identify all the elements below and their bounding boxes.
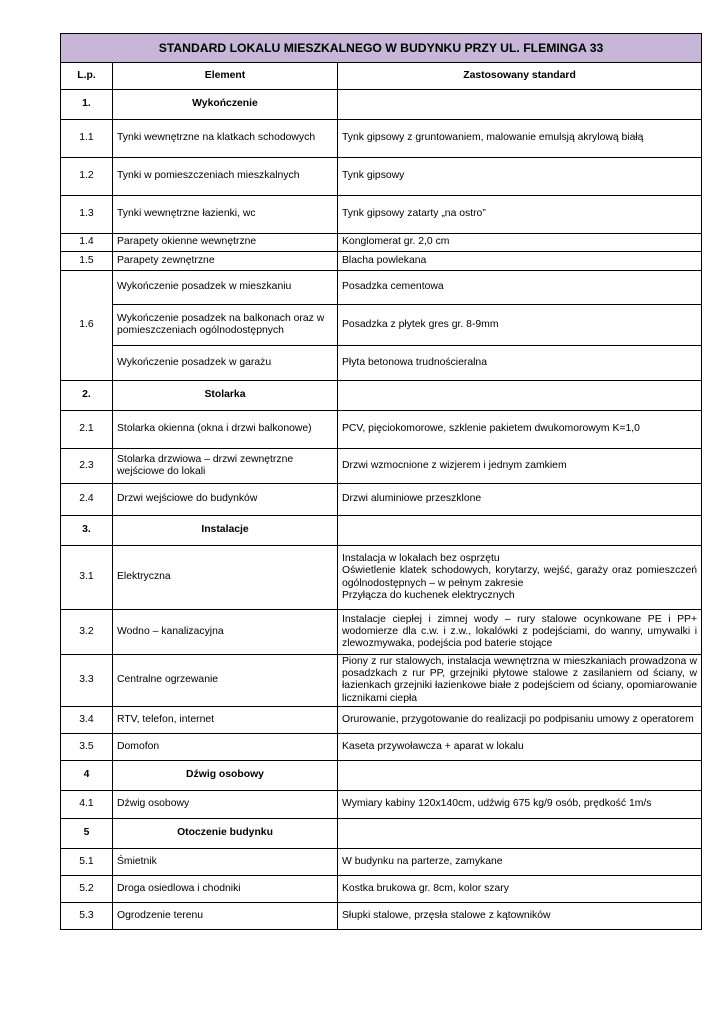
standard-line: Instalacja w lokalach bez osprzętu [342,553,500,565]
table-row [61,484,702,516]
row-standard: Posadzka z płytek gres gr. 8-9mm [338,305,702,346]
section-row-stolarka [61,381,702,411]
table-row [61,120,702,158]
section-row-instalacje [61,516,702,546]
table-row [61,546,702,610]
row-standard: Tynk gipsowy [338,158,702,196]
row-element: RTV, telefon, internet [113,706,338,733]
row-standard: Konglomerat gr. 2,0 cm [338,234,702,252]
row-standard [338,546,702,610]
row-lp: 3.1 [61,546,113,610]
row-lp: 1.3 [61,196,113,234]
row-element: Domofon [113,733,338,760]
table-row [61,305,702,346]
row-element: Tynki w pomieszczeniach mieszkalnych [113,158,338,196]
section-lp: 4 [61,760,113,790]
row-lp: 3.4 [61,706,113,733]
row-lp: 5.1 [61,848,113,875]
row-element: Wykończenie posadzek w garażu [113,346,338,381]
row-standard: Tynk gipsowy zatarty „na ostro” [338,196,702,234]
table-row [61,610,702,655]
row-lp: 3.3 [61,655,113,707]
standard-line: Oświetlenie klatek schodowych, korytarzy, wejść, garaży oraz pomieszczeń ogólnodostępnych – w pełnym zakresie [342,565,698,589]
row-element: Ogrodzenie terenu [113,902,338,929]
row-element: Śmietnik [113,848,338,875]
row-element: Tynki wewnętrzne na klatkach schodowych [113,120,338,158]
section-row-wykonczenie [61,90,702,120]
section-lp: 5 [61,818,113,848]
table-row [61,449,702,484]
row-standard: Blacha powlekana [338,252,702,271]
row-element: Stolarka drzwiowa – drzwi zewnętrzne wejściowe do lokali [113,449,338,484]
table-row [61,790,702,818]
row-lp: 5.3 [61,902,113,929]
row-standard: PCV, pięciokomorowe, szklenie pakietem dwukomorowym K=1,0 [338,411,702,449]
row-element: Dźwig osobowy [113,790,338,818]
group-lp: 1.6 [61,271,113,381]
row-lp: 3.5 [61,733,113,760]
row-standard: Kaseta przywoławcza + aparat w lokalu [338,733,702,760]
table-row [61,252,702,271]
title-row [61,34,702,63]
row-lp: 4.1 [61,790,113,818]
section-lp: 1. [61,90,113,120]
row-lp: 5.2 [61,875,113,902]
row-element: Tynki wewnętrzne łazienki, wc [113,196,338,234]
row-standard: Drzwi wzmocnione z wizjerem i jednym zamkiem [338,449,702,484]
table-row [61,902,702,929]
row-standard: Orurowanie, przygotowanie do realizacji po podpisaniu umowy z operatorem [338,706,702,733]
row-standard: W budynku na parterze, zamykane [338,848,702,875]
row-standard: Słupki stalowe, przęsła stalowe z kątowników [338,902,702,929]
row-lp: 2.4 [61,484,113,516]
row-lp: 2.1 [61,411,113,449]
row-element: Parapety okienne wewnętrzne [113,234,338,252]
row-element: Droga osiedlowa i chodniki [113,875,338,902]
row-lp: 2.3 [61,449,113,484]
section-name: Stolarka [113,381,338,411]
row-lp: 1.1 [61,120,113,158]
row-element: Centralne ogrzewanie [113,655,338,707]
row-lp: 1.5 [61,252,113,271]
row-lp: 3.2 [61,610,113,655]
page-title: STANDARD LOKALU MIESZKALNEGO W BUDYNKU PRZY UL. FLEMINGA 33 [61,34,702,63]
row-standard: Tynk gipsowy z gruntowaniem, malowanie emulsją akrylową białą [338,120,702,158]
section-name: Instalacje [113,516,338,546]
table-row [61,196,702,234]
table-row [61,848,702,875]
row-standard: Posadzka cementowa [338,271,702,305]
row-standard: Instalacje ciepłej i zimnej wody – rury stalowe ocynkowane PE i PP+ wodomierze dla c.w. i z.w., lokalówki z podejściami, do wanny, umywalki i zlewozmywaka, podejścia pod baterie stojące [338,610,702,655]
standard-line: Przyłącza do kuchenek elektrycznych [342,589,515,601]
row-element: Wykończenie posadzek w mieszkaniu [113,271,338,305]
table-row [61,271,702,305]
table-row [61,411,702,449]
header-lp: L.p. [61,63,113,90]
section-name: Otoczenie budynku [113,818,338,848]
section-lp: 3. [61,516,113,546]
row-standard: Płyta betonowa trudnościeralna [338,346,702,381]
section-empty-cell [338,381,702,411]
section-name: Wykończenie [113,90,338,120]
row-lp: 1.2 [61,158,113,196]
header-element: Element [113,63,338,90]
row-standard: Piony z rur stalowych, instalacja wewnętrzna w mieszkaniach prowadzona w posadzkach z rur PP, grzejniki płytowe stalowe z zasilaniem od ściany, w łazienkach grzejniki łazienkowe białe z podejściem od ściany, opomiarowanie licznikami ciepła [338,655,702,707]
table-row [61,655,702,707]
section-empty-cell [338,90,702,120]
row-standard: Drzwi aluminiowe przeszklone [338,484,702,516]
row-element: Elektryczna [113,546,338,610]
table-row [61,733,702,760]
standard-table [60,33,702,930]
section-row-dzwig [61,760,702,790]
row-element: Drzwi wejściowe do budynków [113,484,338,516]
row-standard: Wymiary kabiny 120x140cm, udźwig 675 kg/9 osób, prędkość 1m/s [338,790,702,818]
table-row [61,346,702,381]
section-row-otoczenie [61,818,702,848]
row-element: Stolarka okienna (okna i drzwi balkonowe) [113,411,338,449]
row-lp: 1.4 [61,234,113,252]
table-row [61,706,702,733]
section-name: Dźwig osobowy [113,760,338,790]
table-row [61,875,702,902]
header-row [61,63,702,90]
table-row [61,158,702,196]
row-element: Wodno – kanalizacyjna [113,610,338,655]
header-standard: Zastosowany standard [338,63,702,90]
section-empty-cell [338,818,702,848]
row-standard: Kostka brukowa gr. 8cm, kolor szary [338,875,702,902]
table-row [61,234,702,252]
section-empty-cell [338,516,702,546]
row-element: Wykończenie posadzek na balkonach oraz w pomieszczeniach ogólnodostępnych [113,305,338,346]
section-lp: 2. [61,381,113,411]
row-element: Parapety zewnętrzne [113,252,338,271]
section-empty-cell [338,760,702,790]
